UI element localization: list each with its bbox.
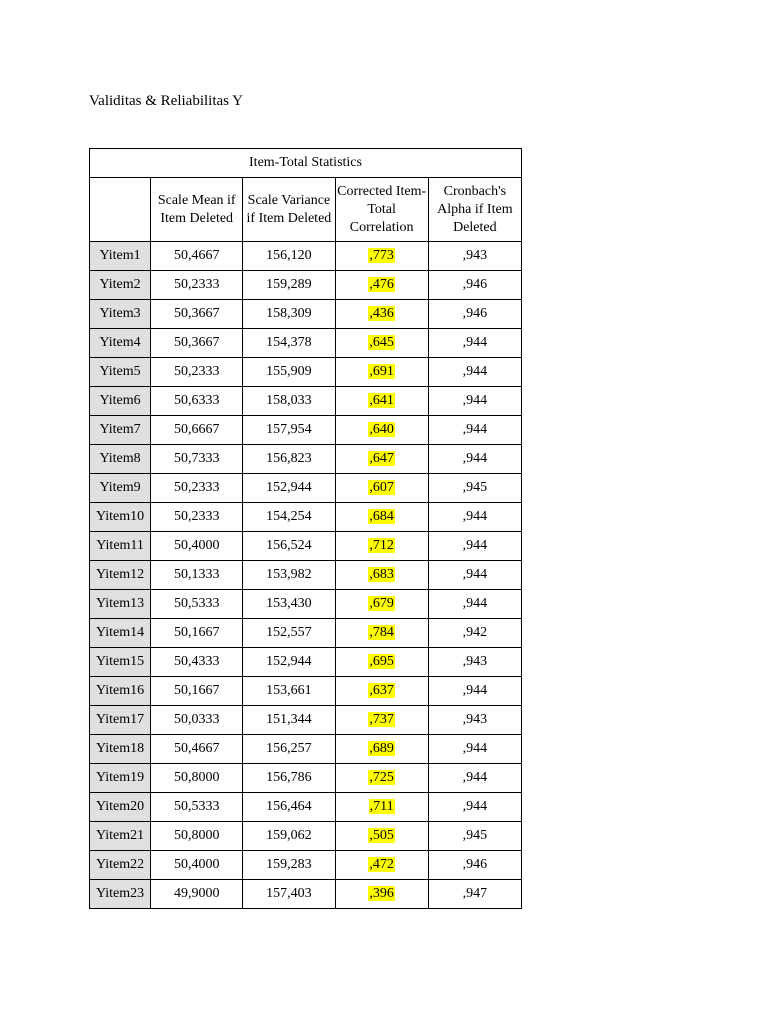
row-label: Yitem7: [90, 416, 151, 445]
scale-variance-cell: 157,403: [243, 880, 335, 909]
row-label: Yitem3: [90, 300, 151, 329]
cronbach-alpha-cell: ,946: [428, 271, 521, 300]
row-label: Yitem4: [90, 329, 151, 358]
highlighted-value: ,725: [369, 770, 394, 785]
row-label: Yitem8: [90, 445, 151, 474]
scale-mean-cell: 50,1333: [151, 561, 243, 590]
cronbach-alpha-cell: ,944: [428, 735, 521, 764]
row-label: Yitem13: [90, 590, 151, 619]
row-label: Yitem6: [90, 387, 151, 416]
corrected-correlation-cell: [335, 271, 428, 300]
scale-mean-cell: 50,4667: [151, 242, 243, 271]
scale-variance-cell: 158,033: [243, 387, 335, 416]
corrected-correlation-cell: [335, 706, 428, 735]
highlighted-value: ,784: [369, 625, 394, 640]
scale-mean-cell: 50,8000: [151, 764, 243, 793]
corrected-correlation-cell: [335, 822, 428, 851]
table-row: [90, 764, 522, 793]
scale-mean-cell: 50,6667: [151, 416, 243, 445]
scale-variance-cell: 153,430: [243, 590, 335, 619]
corrected-correlation-cell: [335, 358, 428, 387]
column-header-cronbach-alpha: Cronbach's Alpha if Item Deleted: [428, 178, 521, 242]
scale-mean-cell: 49,9000: [151, 880, 243, 909]
cronbach-alpha-cell: ,944: [428, 329, 521, 358]
row-label: Yitem15: [90, 648, 151, 677]
highlighted-value: ,691: [369, 364, 394, 379]
scale-variance-cell: 159,289: [243, 271, 335, 300]
cronbach-alpha-cell: ,944: [428, 416, 521, 445]
cronbach-alpha-cell: ,944: [428, 590, 521, 619]
scale-mean-cell: 50,8000: [151, 822, 243, 851]
column-header-scale-mean: Scale Mean if Item Deleted: [151, 178, 243, 242]
highlighted-value: ,684: [369, 509, 394, 524]
row-label: Yitem12: [90, 561, 151, 590]
scale-mean-cell: 50,4000: [151, 851, 243, 880]
corrected-correlation-cell: [335, 561, 428, 590]
table-row: [90, 445, 522, 474]
row-label: Yitem22: [90, 851, 151, 880]
corrected-correlation-cell: [335, 648, 428, 677]
highlighted-value: ,695: [369, 654, 394, 669]
scale-mean-cell: 50,4667: [151, 735, 243, 764]
scale-variance-cell: 156,120: [243, 242, 335, 271]
cronbach-alpha-cell: ,944: [428, 793, 521, 822]
scale-variance-cell: 153,982: [243, 561, 335, 590]
table-row: [90, 677, 522, 706]
table-row: [90, 880, 522, 909]
scale-variance-cell: 153,661: [243, 677, 335, 706]
row-label: Yitem10: [90, 503, 151, 532]
cronbach-alpha-cell: ,945: [428, 822, 521, 851]
scale-mean-cell: 50,7333: [151, 445, 243, 474]
highlighted-value: ,476: [369, 277, 394, 292]
table-row: [90, 474, 522, 503]
scale-variance-cell: 152,557: [243, 619, 335, 648]
item-total-statistics-table: [89, 148, 522, 909]
row-label: Yitem14: [90, 619, 151, 648]
corrected-correlation-cell: [335, 503, 428, 532]
corrected-correlation-cell: [335, 329, 428, 358]
highlighted-value: ,689: [369, 741, 394, 756]
cronbach-alpha-cell: ,944: [428, 445, 521, 474]
table-caption: Item-Total Statistics: [90, 149, 522, 178]
highlighted-value: ,637: [369, 683, 394, 698]
corrected-correlation-cell: [335, 416, 428, 445]
table-row: [90, 561, 522, 590]
cronbach-alpha-cell: ,944: [428, 503, 521, 532]
table-row: [90, 271, 522, 300]
scale-variance-cell: 156,257: [243, 735, 335, 764]
highlighted-value: ,683: [369, 567, 394, 582]
corrected-correlation-cell: [335, 590, 428, 619]
corrected-correlation-cell: [335, 300, 428, 329]
cronbach-alpha-cell: ,942: [428, 619, 521, 648]
corrected-correlation-cell: [335, 735, 428, 764]
table-row: [90, 619, 522, 648]
column-header-scale-variance: Scale Variance if Item Deleted: [243, 178, 335, 242]
scale-mean-cell: 50,5333: [151, 590, 243, 619]
highlighted-value: ,737: [369, 712, 394, 727]
highlighted-value: ,505: [369, 828, 394, 843]
cronbach-alpha-cell: ,943: [428, 242, 521, 271]
cronbach-alpha-cell: ,944: [428, 532, 521, 561]
scale-variance-cell: 152,944: [243, 648, 335, 677]
scale-mean-cell: 50,5333: [151, 793, 243, 822]
table-row: [90, 590, 522, 619]
highlighted-value: ,712: [369, 538, 394, 553]
scale-mean-cell: 50,2333: [151, 503, 243, 532]
row-label: Yitem18: [90, 735, 151, 764]
highlighted-value: ,773: [369, 248, 394, 263]
corrected-correlation-cell: [335, 532, 428, 561]
table-row: [90, 706, 522, 735]
table-row: [90, 387, 522, 416]
table-row: [90, 358, 522, 387]
highlighted-value: ,396: [369, 886, 394, 901]
highlighted-value: ,641: [369, 393, 394, 408]
cronbach-alpha-cell: ,944: [428, 387, 521, 416]
highlighted-value: ,607: [369, 480, 394, 495]
corrected-correlation-cell: [335, 474, 428, 503]
scale-variance-cell: 158,309: [243, 300, 335, 329]
highlighted-value: ,472: [369, 857, 394, 872]
table-row: [90, 300, 522, 329]
scale-variance-cell: 155,909: [243, 358, 335, 387]
scale-variance-cell: 156,464: [243, 793, 335, 822]
row-label: Yitem17: [90, 706, 151, 735]
scale-variance-cell: 154,378: [243, 329, 335, 358]
table-row: [90, 735, 522, 764]
highlighted-value: ,647: [369, 451, 394, 466]
scale-variance-cell: 156,786: [243, 764, 335, 793]
row-label: Yitem2: [90, 271, 151, 300]
table-row: [90, 532, 522, 561]
table-row: [90, 851, 522, 880]
corrected-correlation-cell: [335, 677, 428, 706]
corrected-correlation-cell: [335, 880, 428, 909]
highlighted-value: ,645: [369, 335, 394, 350]
scale-variance-cell: 156,524: [243, 532, 335, 561]
scale-mean-cell: 50,3667: [151, 329, 243, 358]
corrected-correlation-cell: [335, 764, 428, 793]
row-label: Yitem23: [90, 880, 151, 909]
row-label: Yitem16: [90, 677, 151, 706]
scale-variance-cell: 152,944: [243, 474, 335, 503]
scale-mean-cell: 50,2333: [151, 358, 243, 387]
table-row: [90, 793, 522, 822]
scale-mean-cell: 50,1667: [151, 619, 243, 648]
scale-mean-cell: 50,6333: [151, 387, 243, 416]
cronbach-alpha-cell: ,943: [428, 706, 521, 735]
cronbach-alpha-cell: ,945: [428, 474, 521, 503]
scale-variance-cell: 157,954: [243, 416, 335, 445]
table-caption-row: [90, 149, 522, 178]
scale-mean-cell: 50,4333: [151, 648, 243, 677]
row-label: Yitem11: [90, 532, 151, 561]
scale-variance-cell: 159,283: [243, 851, 335, 880]
scale-mean-cell: 50,0333: [151, 706, 243, 735]
scale-mean-cell: 50,1667: [151, 677, 243, 706]
column-header-item: [90, 178, 151, 242]
cronbach-alpha-cell: ,944: [428, 561, 521, 590]
highlighted-value: ,711: [369, 799, 394, 814]
scale-variance-cell: 156,823: [243, 445, 335, 474]
highlighted-value: ,436: [369, 306, 394, 321]
cronbach-alpha-cell: ,946: [428, 300, 521, 329]
corrected-correlation-cell: [335, 445, 428, 474]
cronbach-alpha-cell: ,943: [428, 648, 521, 677]
document-heading: Validitas & Reliabilitas Y: [89, 93, 244, 109]
corrected-correlation-cell: [335, 851, 428, 880]
row-label: Yitem19: [90, 764, 151, 793]
cronbach-alpha-cell: ,944: [428, 358, 521, 387]
row-label: Yitem21: [90, 822, 151, 851]
scale-mean-cell: 50,2333: [151, 474, 243, 503]
corrected-correlation-cell: [335, 387, 428, 416]
highlighted-value: ,640: [369, 422, 394, 437]
row-label: Yitem5: [90, 358, 151, 387]
row-label: Yitem9: [90, 474, 151, 503]
cronbach-alpha-cell: ,944: [428, 764, 521, 793]
table-row: [90, 503, 522, 532]
scale-mean-cell: 50,2333: [151, 271, 243, 300]
scale-mean-cell: 50,4000: [151, 532, 243, 561]
table-row: [90, 329, 522, 358]
table-row: [90, 648, 522, 677]
row-label: Yitem1: [90, 242, 151, 271]
scale-mean-cell: 50,3667: [151, 300, 243, 329]
row-label: Yitem20: [90, 793, 151, 822]
corrected-correlation-cell: [335, 242, 428, 271]
corrected-correlation-cell: [335, 619, 428, 648]
cronbach-alpha-cell: ,944: [428, 677, 521, 706]
table-row: [90, 242, 522, 271]
column-header-corrected-correlation: Corrected Item-Total Correlation: [335, 178, 428, 242]
scale-variance-cell: 151,344: [243, 706, 335, 735]
table-row: [90, 416, 522, 445]
corrected-correlation-cell: [335, 793, 428, 822]
table-row: [90, 822, 522, 851]
scale-variance-cell: 154,254: [243, 503, 335, 532]
cronbach-alpha-cell: ,946: [428, 851, 521, 880]
highlighted-value: ,679: [369, 596, 394, 611]
column-header-row: [90, 178, 522, 242]
scale-variance-cell: 159,062: [243, 822, 335, 851]
cronbach-alpha-cell: ,947: [428, 880, 521, 909]
